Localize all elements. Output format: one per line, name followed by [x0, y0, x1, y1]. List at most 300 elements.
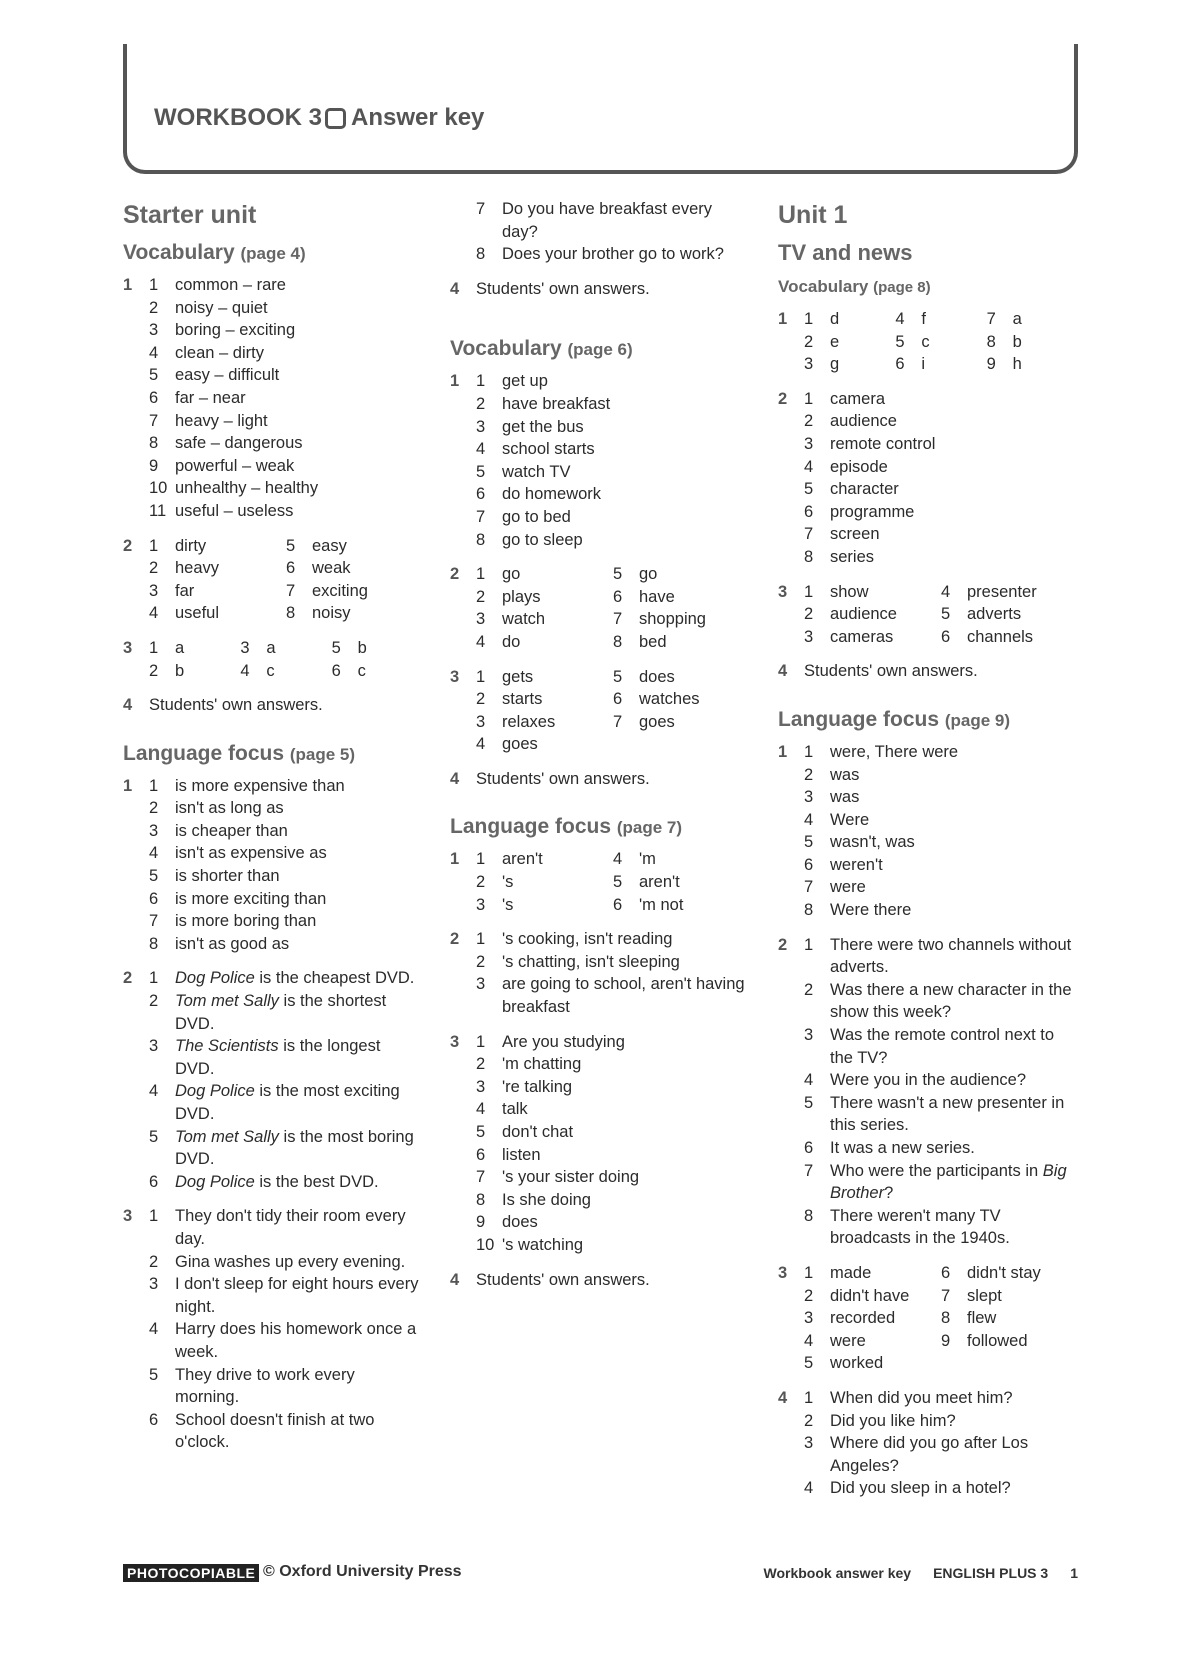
item-number: 1 [476, 850, 486, 869]
section-title: Language focus [778, 707, 945, 731]
exercise-number: 3 [450, 1032, 460, 1051]
answer-item [804, 581, 941, 604]
exercise-answers [804, 1387, 1078, 1500]
item-number: 5 [804, 1354, 814, 1373]
title-italic: The Scientists [175, 1037, 279, 1056]
item-number: 7 [613, 712, 623, 731]
section [778, 705, 1078, 1500]
item-text: c [921, 332, 930, 351]
unit-title: Unit 1 [778, 201, 848, 229]
item-number: 1 [804, 582, 814, 601]
answer-item [987, 331, 1078, 354]
exercise-number: 4 [450, 769, 460, 788]
item-number: 5 [895, 332, 905, 351]
item-text: safe – dangerous [175, 434, 303, 453]
item-number: 3 [804, 1026, 814, 1045]
item-text: go [639, 565, 658, 584]
item-number: 7 [804, 525, 814, 544]
item-text: series [830, 547, 875, 566]
item-number: 7 [804, 1161, 814, 1180]
item-number: 1 [476, 667, 486, 686]
exercise-2 [778, 934, 1078, 1250]
answer-item [149, 387, 423, 410]
unit-subtitle: TV and news [778, 240, 913, 265]
answer-item [476, 1121, 750, 1144]
answer-item [613, 631, 750, 654]
item-number: 6 [804, 1139, 814, 1157]
answer-item [804, 979, 1078, 1024]
answer-item [804, 854, 1078, 877]
exercise-answers [804, 1262, 1078, 1375]
item-number: 2 [804, 765, 814, 784]
item-number: 5 [331, 638, 341, 657]
item-text: camera [830, 389, 886, 408]
item-number: 4 [149, 844, 159, 863]
item-number: 8 [476, 245, 486, 264]
exercise-answers [149, 775, 423, 956]
answer-item [804, 1137, 1078, 1160]
item-number: 3 [804, 434, 814, 453]
section [450, 812, 750, 1291]
item-text: does [639, 667, 675, 686]
item-number: 3 [476, 1077, 486, 1096]
exercise-answers [149, 274, 423, 523]
exercise-answers [149, 535, 423, 625]
answer-item [149, 1273, 423, 1318]
answer-item [476, 461, 750, 484]
item-number: 7 [613, 610, 623, 629]
item-number: 2 [149, 992, 159, 1011]
answer-item [149, 888, 423, 911]
item-number: 1 [476, 1032, 486, 1051]
item-text: get the bus [502, 417, 584, 436]
item-text: Did you sleep in a hotel? [830, 1479, 1011, 1498]
section-heading [778, 272, 1078, 303]
item-number: 5 [286, 536, 296, 555]
item-number: 1 [149, 1207, 159, 1226]
answer-item [613, 894, 750, 917]
item-text: talk [502, 1100, 528, 1119]
exercise-number: 3 [778, 1263, 788, 1282]
exercise-number: 2 [123, 969, 133, 988]
item-number: 3 [804, 1309, 814, 1328]
section-heading [450, 812, 750, 843]
item-text: didn't have [830, 1286, 910, 1305]
item-text: noisy [312, 604, 351, 623]
answer-item [804, 626, 941, 649]
exercise-3 [778, 581, 1078, 649]
footer-right [763, 1565, 1078, 1581]
item-text: far [175, 581, 195, 600]
item-number: 4 [941, 582, 951, 601]
answer-item [804, 1024, 1078, 1069]
answer-item [476, 1189, 750, 1212]
item-text: bed [639, 632, 667, 651]
item-text: Is she doing [502, 1190, 591, 1209]
exercise-1 [778, 308, 1078, 376]
answer-grid [149, 535, 423, 625]
answer-item [149, 797, 423, 820]
item-text: far – near [175, 388, 246, 407]
item-text: 's watching [502, 1235, 584, 1254]
answer-item [149, 1080, 423, 1125]
item-text: Did you like him? [830, 1411, 956, 1430]
series-name: ENGLISH PLUS 3 [933, 1565, 1049, 1581]
item-number: 10 [149, 479, 168, 498]
item-text: powerful – weak [175, 456, 295, 475]
answer-item [149, 319, 423, 342]
exercise-answers [149, 637, 423, 682]
item-number: 3 [476, 610, 486, 629]
answer-item [613, 608, 750, 631]
answer-item [804, 741, 1078, 764]
exercise-answers: Students' own answers. [149, 696, 323, 715]
item-number: 3 [804, 355, 814, 374]
item-text: is cheaper than [175, 821, 288, 840]
item-text: 're talking [502, 1077, 573, 1096]
item-text: do homework [502, 485, 602, 504]
title-italic: Dog Police [175, 1172, 255, 1191]
answer-item [613, 871, 750, 894]
item-text: It was a new series. [830, 1139, 975, 1157]
exercise-4 [450, 1269, 750, 1292]
answer-item [987, 353, 1078, 376]
item-text: Tom met Sally is the most boring DVD. [175, 1127, 414, 1169]
section-heading [123, 739, 423, 770]
item-text: worked [830, 1354, 884, 1373]
answer-item [149, 477, 423, 500]
item-text: Who were the participants in Big Brother? [830, 1161, 1067, 1203]
item-text: isn't as expensive as [175, 844, 327, 863]
section [123, 238, 423, 717]
item-text: get up [502, 372, 548, 391]
answer-item [804, 1477, 1078, 1500]
item-text: Harry does his homework once a week. [175, 1320, 417, 1361]
item-number: 11 [149, 501, 167, 520]
answer-item [149, 297, 423, 320]
item-text: aren't [639, 873, 680, 892]
answer-item [804, 1160, 1078, 1205]
item-number: 5 [149, 1365, 159, 1384]
answer-item [804, 1092, 1078, 1137]
item-text: Does your brother go to work? [502, 245, 724, 264]
item-number: 4 [804, 1479, 814, 1498]
answer-item [804, 388, 1078, 411]
item-number: 1 [476, 372, 486, 391]
item-number: 4 [804, 810, 814, 829]
item-number: 2 [804, 1286, 814, 1305]
item-text: School doesn't finish at two o'clock. [175, 1410, 375, 1452]
section-title: Language focus [450, 815, 617, 839]
item-number: 8 [613, 632, 623, 651]
exercise-3 [450, 666, 750, 756]
answer-item [476, 1098, 750, 1121]
item-text: a [266, 638, 276, 657]
item-number: 2 [476, 394, 486, 413]
item-text: I don't sleep for eight hours every night. [175, 1275, 419, 1316]
publisher: © Oxford University Press [263, 1563, 462, 1580]
item-number: 2 [149, 298, 159, 317]
item-text: aren't [502, 850, 543, 869]
item-number: 5 [476, 1123, 486, 1141]
item-text: recorded [830, 1309, 896, 1328]
item-text: presenter [967, 582, 1037, 601]
answer-item [149, 364, 423, 387]
item-number: 1 [804, 310, 814, 328]
item-number: 6 [941, 627, 951, 646]
item-text: i [921, 355, 925, 374]
answer-item [476, 894, 613, 917]
item-text: go [502, 565, 521, 584]
exercise-2 [123, 967, 423, 1193]
exercise-answers [804, 741, 1078, 922]
item-number: 8 [804, 1206, 814, 1225]
exercise-answers [149, 1205, 423, 1454]
answer-item [476, 370, 750, 393]
item-number: 4 [476, 632, 486, 651]
page-header-title [154, 104, 484, 132]
answer-item [804, 876, 1078, 899]
answer-item [149, 410, 423, 433]
item-number: 3 [149, 321, 159, 340]
item-text: Are you studying [502, 1032, 625, 1051]
exercise-number: 2 [450, 930, 460, 949]
exercise-3 [123, 637, 423, 682]
item-number: 5 [804, 1093, 814, 1112]
item-text: isn't as good as [175, 934, 290, 953]
item-number: 4 [476, 440, 486, 459]
book-name: Workbook answer key [763, 1565, 912, 1581]
answer-item [804, 331, 895, 354]
exercise-4 [123, 694, 423, 717]
item-number: 5 [941, 605, 951, 624]
item-text: boring – exciting [175, 321, 296, 340]
item-number: 7 [941, 1286, 951, 1305]
exercise-number: 3 [450, 667, 460, 686]
answer-item [476, 973, 750, 1018]
exercise-2 [450, 928, 750, 1018]
item-text: b [175, 661, 185, 680]
answer-item [149, 910, 423, 933]
answer-item [804, 1432, 1078, 1477]
exercise-answers: Students' own answers. [804, 662, 978, 681]
answer-item [804, 1285, 941, 1308]
item-text: 's [502, 895, 514, 914]
title-italic: Tom met Sally [175, 1127, 279, 1146]
exercise-answers [476, 666, 750, 756]
item-number: 2 [804, 412, 814, 431]
item-text: easy [312, 536, 347, 555]
item-number: 4 [804, 1071, 814, 1090]
item-text: do [502, 632, 521, 651]
item-text: b [357, 638, 367, 657]
item-number: 3 [149, 1037, 159, 1056]
item-number: 4 [895, 310, 905, 328]
item-number: 6 [149, 889, 159, 908]
item-text: useful – useless [175, 501, 294, 520]
section-title: Vocabulary [123, 241, 241, 264]
item-text: watch [502, 610, 546, 629]
answer-grid [476, 666, 750, 756]
answer-item [804, 353, 895, 376]
item-text: episode [830, 457, 888, 476]
item-text: Dog Police is the most exciting DVD. [175, 1082, 400, 1123]
item-text: is shorter than [175, 867, 280, 886]
answer-item [804, 308, 895, 331]
section-title: Language focus [123, 741, 290, 765]
item-text: audience [830, 412, 897, 431]
answer-item [149, 557, 286, 580]
exercise-text: Students' own answers. [476, 279, 650, 298]
item-number: 2 [476, 873, 486, 892]
item-text: a [175, 638, 185, 657]
header-title-right: Answer key [351, 104, 485, 131]
answer-item [149, 1318, 423, 1363]
answer-item [149, 660, 240, 683]
answer-item [149, 535, 286, 558]
item-number: 9 [986, 355, 996, 374]
item-number: 3 [476, 895, 486, 914]
answer-item [476, 711, 613, 734]
item-text: have breakfast [502, 394, 611, 413]
item-text: unhealthy – healthy [175, 479, 319, 498]
answer-item [149, 455, 423, 478]
item-number: 9 [149, 456, 159, 475]
exercise-number: 4 [778, 662, 788, 681]
item-number: 6 [476, 1145, 486, 1164]
answer-item [476, 1166, 750, 1189]
answer-item [476, 1031, 750, 1054]
item-number: 8 [149, 434, 159, 453]
exercise-number: 4 [778, 1388, 788, 1407]
item-number: 5 [149, 867, 159, 886]
exercise-number: 3 [778, 582, 788, 601]
item-text: watch TV [502, 462, 571, 481]
item-text: heavy – light [175, 411, 268, 430]
item-text: b [1012, 332, 1022, 351]
page-reference: (page 7) [616, 818, 683, 838]
answer-item [804, 501, 1078, 524]
item-number: 6 [941, 1263, 951, 1282]
page-reference: (page 5) [289, 744, 356, 764]
item-number: 6 [149, 1172, 159, 1191]
exercise-answers [804, 581, 1078, 649]
item-text: 'm not [639, 895, 684, 914]
item-text: 's cooking, isn't reading [502, 930, 673, 949]
exercise-number: 2 [450, 565, 460, 584]
answer-item [476, 1211, 750, 1234]
item-text: Dog Police is the cheapest DVD. [175, 969, 415, 988]
answer-item [613, 688, 750, 711]
item-text: programme [830, 502, 915, 521]
item-number: 1 [804, 935, 814, 954]
item-text: is more expensive than [175, 776, 345, 795]
answer-item [804, 786, 1078, 809]
item-number: 1 [804, 1388, 814, 1407]
exercise-2 [450, 563, 750, 653]
answer-item [941, 603, 1078, 626]
exercise-number: 2 [778, 935, 788, 954]
square-icon [325, 108, 346, 129]
item-number: 8 [476, 530, 486, 549]
item-number: 2 [804, 1411, 814, 1430]
item-text: g [830, 355, 840, 374]
item-number: 4 [476, 1100, 486, 1119]
item-text: dirty [175, 536, 207, 555]
answer-item [149, 1251, 423, 1274]
item-number: 3 [804, 788, 814, 807]
answer-item [149, 865, 423, 888]
item-number: 2 [149, 1252, 159, 1271]
item-text: flew [967, 1309, 997, 1328]
title-italic: Dog Police [175, 969, 255, 988]
item-number: 4 [804, 1331, 814, 1350]
item-text: heavy [175, 559, 220, 578]
section-heading [778, 705, 1078, 736]
answer-item [804, 546, 1078, 569]
item-number: 3 [149, 821, 159, 840]
item-number: 8 [941, 1309, 951, 1328]
answer-item [149, 820, 423, 843]
item-number: 7 [476, 507, 486, 526]
exercise-answers [149, 967, 423, 1193]
exercise-1 [450, 848, 750, 916]
item-number: 2 [476, 587, 486, 606]
item-text: isn't as long as [175, 799, 284, 818]
item-text: Dog Police is the best DVD. [175, 1172, 379, 1191]
exercise-answers [804, 308, 1078, 376]
answer-item [149, 342, 423, 365]
item-text: were [830, 1331, 866, 1350]
answer-grid [476, 848, 750, 916]
section [778, 272, 1078, 683]
item-number: 2 [804, 605, 814, 624]
exercise-answers: Students' own answers. [476, 1270, 650, 1289]
answer-item [149, 1035, 423, 1080]
title-italic: Tom met Sally [175, 992, 279, 1011]
item-number: 1 [149, 638, 159, 657]
item-number: 2 [149, 661, 159, 680]
item-text: There were two channels without adverts. [830, 935, 1072, 977]
answer-item [941, 1285, 1078, 1308]
title-italic: Dog Police [175, 1082, 255, 1101]
section-heading [123, 238, 423, 269]
item-number: 3 [804, 1434, 814, 1453]
item-text: Tom met Sally is the shortest DVD. [175, 992, 387, 1033]
item-number: 4 [476, 735, 486, 754]
item-number: 1 [804, 389, 814, 408]
answer-item [149, 1126, 423, 1171]
item-number: 7 [986, 310, 996, 328]
item-text: Do you have breakfast every day? [502, 200, 713, 241]
item-number: 1 [476, 565, 486, 584]
exercise-answers [476, 370, 750, 551]
answer-item [476, 1076, 750, 1099]
item-text: was [830, 788, 860, 807]
answer-item [613, 563, 750, 586]
exercise-4 [778, 1387, 1078, 1500]
item-number: 4 [149, 1320, 159, 1339]
item-number: 6 [613, 587, 623, 606]
item-number: 6 [331, 661, 341, 680]
item-number: 10 [476, 1235, 495, 1254]
exercise-number: 1 [450, 372, 460, 391]
column-starter-continued [450, 198, 750, 1313]
item-number: 4 [804, 457, 814, 476]
section-title: Vocabulary [450, 337, 568, 361]
answer-item [286, 580, 423, 603]
item-number: 8 [149, 934, 159, 953]
